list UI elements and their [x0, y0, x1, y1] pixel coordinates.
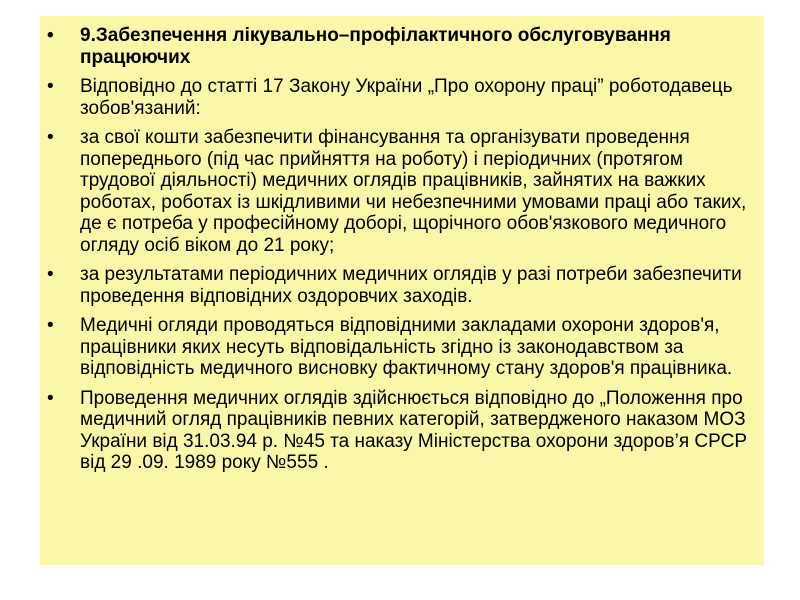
bullet-item: [40, 388, 764, 474]
bullet-item: [40, 264, 764, 307]
bullet-text: Відповідно до статті 17 Закону України „Про охорону праці” роботодавець зобов'язаний:: [80, 76, 733, 119]
bullet-icon: •: [47, 315, 54, 336]
bullet-text: Проведення медичних оглядів здійснюється відповідно до „Положення про медичний огляд працівників певних категорій, затвердженого наказом МОЗ України від 31.03.94 р. №45 та наказу Міністерства охорони здоров’я СРСР від 29 .09. 1989 року №555 .: [80, 387, 747, 473]
bullet-icon: •: [47, 387, 54, 409]
bullet-icon: •: [47, 25, 54, 46]
bullet-item: [40, 315, 764, 380]
bullet-text: Медичні огляди проводяться відповідними закладами охорони здоров'я, працівники яких несуть відповідальність згідно із законодавством за відповідність медичного висновку фактичному стану здоров'я працівника.: [80, 315, 733, 379]
bullet-text: за свої кошти забезпечити фінансування та організувати проведення попереднього (під час прийняття на роботу) і періодичних (протягом трудової діяльності) медичних оглядів працівників, зайнятих на важких роботах, роботах із шкідливими чи небезпечними умовами праці або таких, де є потреба у професійному доборі, щорічного обов'язкового медичного огляду осіб віком до 21 року;: [80, 127, 747, 256]
bullet-text: 9.Забезпечення лікувально–профілактичного обслуговування працюючих: [80, 25, 671, 68]
bullet-item-heading: [40, 25, 764, 68]
bullet-icon: •: [47, 264, 54, 285]
bullet-icon: •: [47, 127, 54, 148]
bullet-text: за результатами періодичних медичних оглядів у разі потреби забезпечити проведення відповідних оздоровчих заходів.: [80, 264, 742, 307]
bullet-item: [40, 76, 764, 119]
content-panel: [40, 16, 764, 565]
bullet-icon: •: [47, 76, 54, 97]
bullet-list: [40, 25, 764, 482]
bullet-item: [40, 127, 764, 256]
